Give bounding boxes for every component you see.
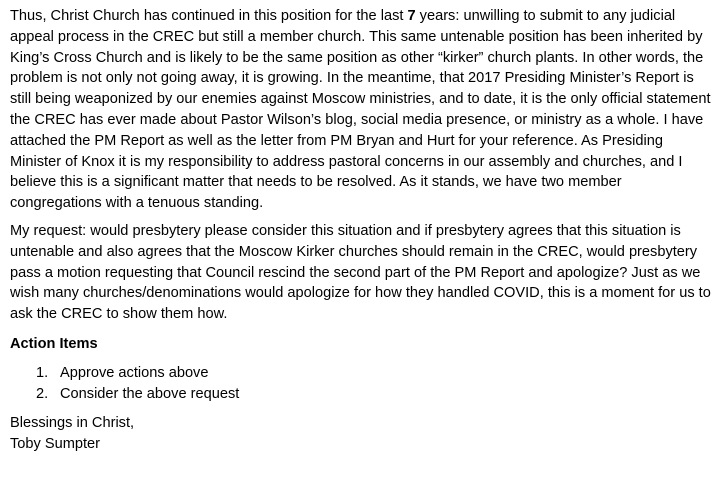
paragraph-1-bold-number: 7 xyxy=(407,8,416,24)
paragraph-1-rest: years: unwilling to submit to any judicial appeal process in the CREC but still a member church. This same untenable position has been inherited by King’s Cross Church and is likely to be the same position as other “kirker” church plants. In other words, the problem is not only not going away, it is growing. In the meantime, that 2017 Presiding Minister’s Report is still being weaponized by our enemies against Moscow ministries, and to date, it is the only official statement the CREC has ever made about Pastor Wilson’s blog, social media presence, or ministry as a whole. I have attached the PM Report as well as the letter from PM Bryan and Hurt for your reference. As Presiding Minister of Knox it is my responsibility to address pastoral concerns in our assembly and churches, and I believe this is a significant matter that needs to be resolved. As it stands, we have two member congregations with a tenuous standing. xyxy=(10,8,711,212)
action-items-heading: Action Items xyxy=(10,335,98,352)
closing-salutation: Blessings in Christ, xyxy=(10,415,135,432)
list-item-number: 2. xyxy=(36,385,49,402)
list-item xyxy=(10,363,712,384)
list-item xyxy=(10,384,712,405)
action-items-list xyxy=(10,363,712,405)
closing-block xyxy=(10,413,712,455)
paragraph-1 xyxy=(10,6,712,214)
paragraph-2: My request: would presbytery please consider this situation and if presbytery agrees that this situation is untenable and also agrees that the Moscow Kirker churches should remain in the CREC, would presbytery pass a motion requesting that Council rescind the second part of the PM Report and apologize? Just as we wish many churches/denominations would apologize for how they handled COVID, this is a moment for us to ask the CREC to show them how. xyxy=(10,222,711,323)
list-item-number: 1. xyxy=(36,364,49,381)
signature-name: Toby Sumpter xyxy=(10,436,101,453)
list-item-text: Consider the above request xyxy=(60,385,240,402)
list-item-text: Approve actions above xyxy=(60,364,209,381)
paragraph-1-start: Thus, Christ Church has continued in this position for the last xyxy=(10,8,408,24)
